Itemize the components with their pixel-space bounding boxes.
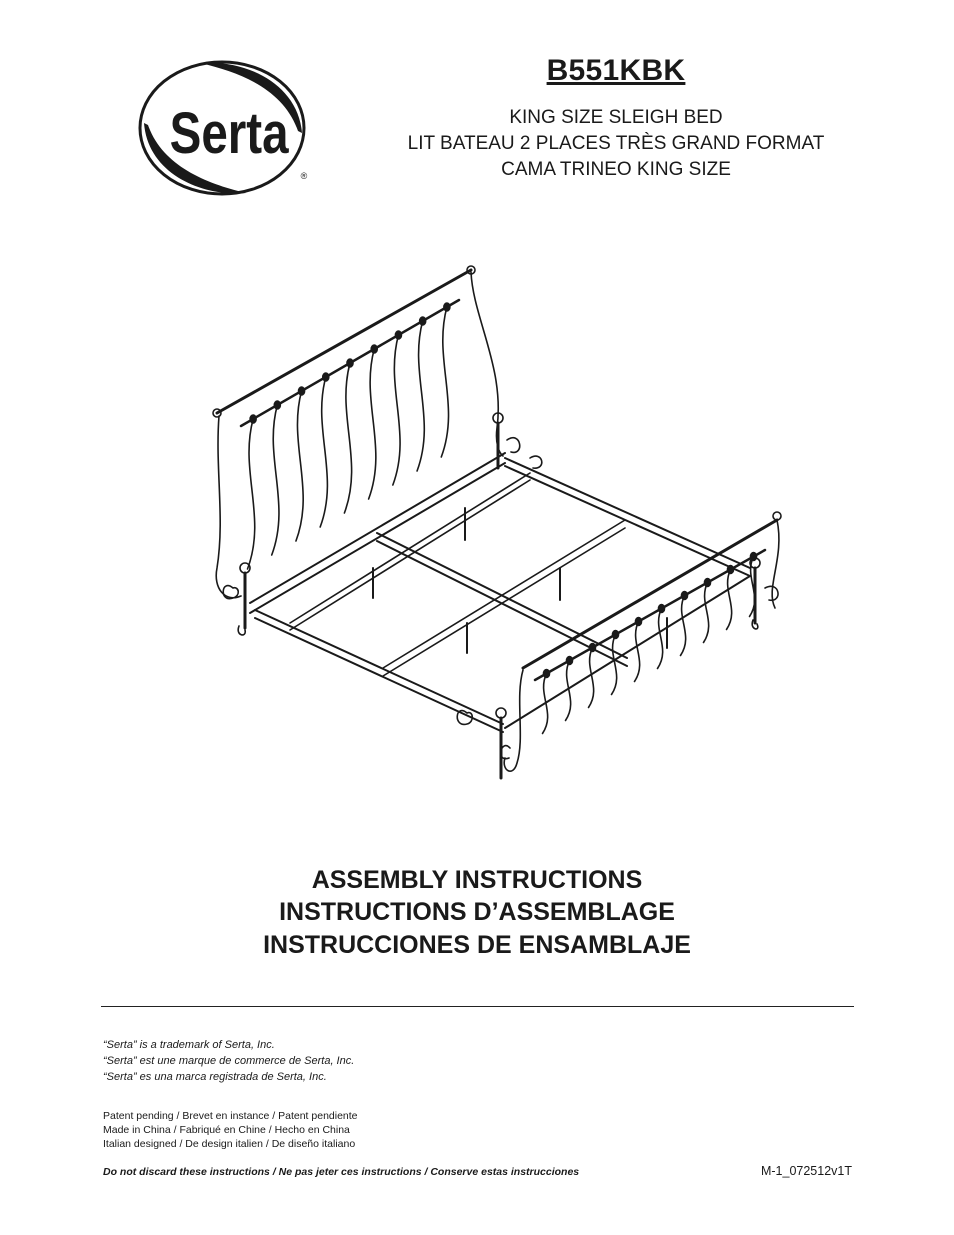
slat-clip bbox=[544, 670, 550, 678]
bed-slat bbox=[417, 321, 424, 471]
trademark-french: “Serta” est une marque de commerce de Serta, Inc. bbox=[103, 1055, 355, 1067]
designed-in-line: Italian designed / De design italien / De diseño italiano bbox=[103, 1138, 356, 1150]
bed-slat bbox=[248, 419, 255, 569]
model-number: B551KBK bbox=[546, 54, 686, 87]
subtitle-english: KING SIZE SLEIGH BED bbox=[509, 107, 723, 128]
trademark-english: “Serta” is a trademark of Serta, Inc. bbox=[103, 1039, 275, 1051]
bed-slat bbox=[369, 349, 376, 499]
bed-slat bbox=[441, 307, 448, 457]
slat-clip bbox=[347, 359, 353, 367]
slat-clip bbox=[567, 657, 573, 665]
slat-clip bbox=[323, 373, 329, 381]
registered-mark: ® bbox=[300, 171, 308, 181]
bed-slat bbox=[344, 363, 351, 513]
bed-slat bbox=[635, 622, 640, 682]
bed-slat bbox=[589, 648, 594, 708]
bed-slat bbox=[320, 377, 327, 527]
document-code: M-1_072512v1T bbox=[760, 1164, 852, 1178]
patent-pending-line: Patent pending / Brevet en instance / Patent pendiente bbox=[103, 1110, 358, 1122]
subtitle-french: LIT BATEAU 2 PLACES TRÈS GRAND FORMAT bbox=[407, 133, 825, 154]
title-english: ASSEMBLY INSTRUCTIONS bbox=[311, 866, 643, 894]
slat-clip bbox=[705, 579, 711, 587]
slat-clip bbox=[250, 415, 256, 423]
bed-slat bbox=[296, 391, 303, 541]
bed-slat bbox=[658, 609, 663, 669]
trademark-spanish: “Serta” es una marca registrada de Serta, Inc. bbox=[103, 1071, 327, 1083]
slat-clip bbox=[659, 605, 665, 613]
bed-slat bbox=[612, 635, 617, 695]
sleigh-bed-illustration bbox=[205, 258, 795, 788]
slat-clip bbox=[444, 303, 450, 311]
slat-clip bbox=[613, 631, 619, 639]
headboard-slats bbox=[248, 303, 450, 569]
subtitle-spanish: CAMA TRINEO KING SIZE bbox=[501, 159, 731, 180]
slat-clip bbox=[636, 618, 642, 626]
slat-clip bbox=[299, 387, 305, 395]
keep-instructions-warning: Do not discard these instructions / Ne pas jeter ces instructions / Conserve estas instrucciones bbox=[103, 1166, 580, 1178]
title-french: INSTRUCTIONS D’ASSEMBLAGE bbox=[279, 898, 675, 926]
bed-slat bbox=[727, 570, 732, 630]
slat-clip bbox=[395, 331, 401, 339]
slat-clip bbox=[682, 592, 688, 600]
divider-line bbox=[101, 1006, 854, 1007]
bed-slat bbox=[393, 335, 400, 485]
title-spanish: INSTRUCCIONES DE ENSAMBLAJE bbox=[263, 931, 691, 959]
bed-slat bbox=[704, 583, 709, 643]
slat-clip bbox=[274, 401, 280, 409]
logo-wordmark: Serta bbox=[169, 101, 289, 167]
slat-clip bbox=[728, 566, 734, 574]
bed-slat bbox=[681, 596, 686, 656]
made-in-line: Made in China / Fabriqué en Chine / Hecho en China bbox=[103, 1124, 350, 1136]
slat-clip bbox=[420, 317, 426, 325]
serta-logo bbox=[134, 55, 316, 201]
slat-clip bbox=[371, 345, 377, 353]
footboard-slats bbox=[543, 553, 757, 734]
bed-slat bbox=[272, 405, 279, 555]
slat-clip bbox=[590, 644, 596, 652]
